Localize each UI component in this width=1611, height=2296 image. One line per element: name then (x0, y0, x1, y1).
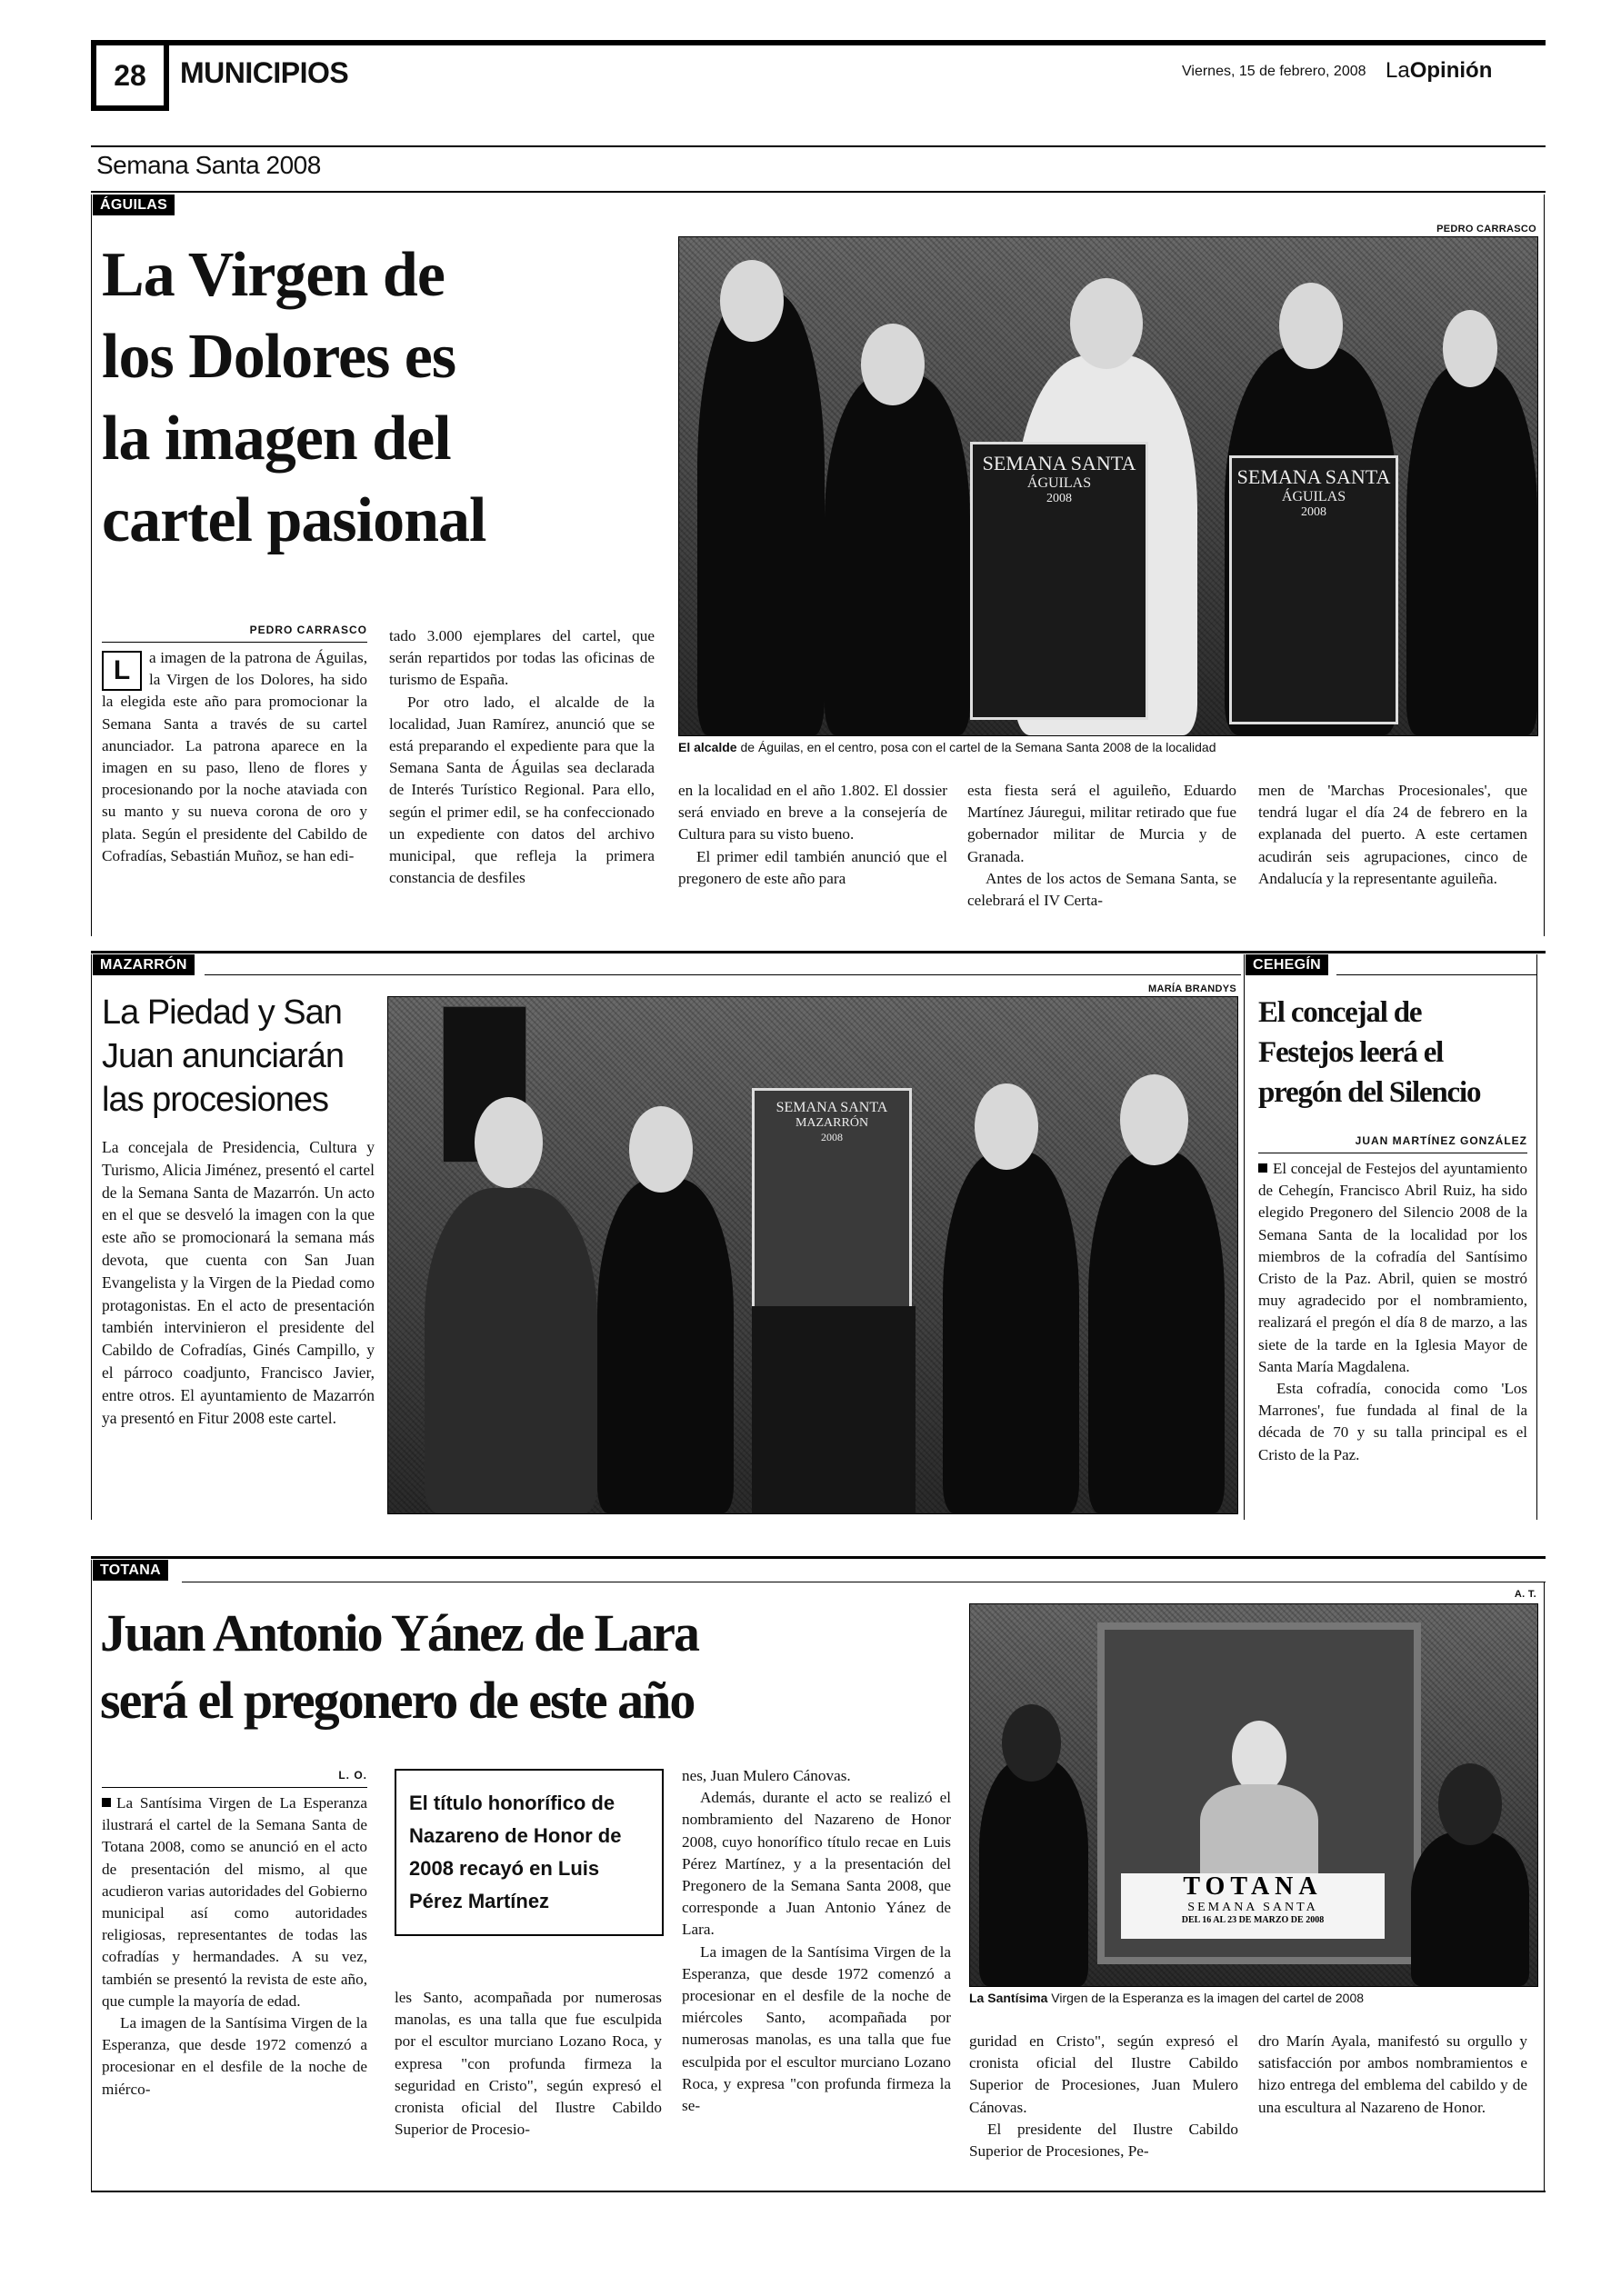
paragraph: en la localidad en el año 1.802. El dossier será enviado en breve a la consejería de Cultura para su visto bueno. (678, 782, 947, 844)
headline-totana (100, 1600, 973, 1734)
headline-line: Juan Antonio Yánez de Lara (100, 1603, 699, 1662)
paragraph: Por otro lado, el alcalde de la localidad, Juan Ramírez, anunció que se está preparando el expediente para que la Semana Santa de Águilas sea declarada de Interés Turístico Regional. Para ello, según el primer edil, se ha confeccionado un expediente con datos del archivo municipal, que refleja la primera constancia de desfiles (389, 693, 655, 887)
person-head (475, 1097, 543, 1188)
article-column (969, 2031, 1238, 2162)
logo-prefix: La (1386, 58, 1410, 83)
article-column (389, 625, 655, 889)
headline-line: El concejal de (1258, 996, 1422, 1029)
byline-text: L. O. (102, 1769, 367, 1788)
person-figure (1088, 1152, 1225, 1513)
section-tag-mazarron: MAZARRÓN (93, 954, 195, 975)
headline-line: La Piedad y San (102, 993, 342, 1032)
person-head (861, 324, 925, 405)
headline-line: la imagen del (102, 404, 451, 474)
person-figure (425, 1188, 597, 1513)
special-section-title: Semana Santa 2008 (96, 151, 321, 179)
headline-line: cartel pasional (102, 485, 486, 555)
headline-line: Juan anunciarán (102, 1037, 344, 1075)
person-figure (597, 1179, 734, 1513)
drop-cap: L (102, 651, 142, 691)
person-head (629, 1106, 693, 1193)
person-head (1443, 310, 1497, 387)
person-head (1279, 283, 1343, 369)
person-head (1002, 1704, 1061, 1782)
rule-divider (205, 974, 1241, 975)
poster-year: 2008 (821, 1131, 843, 1143)
rule-divider (1336, 974, 1536, 975)
byline-text: PEDRO CARRASCO (102, 624, 367, 643)
column-rule (91, 954, 92, 1520)
article-column (967, 780, 1236, 912)
poster-image (1097, 1622, 1421, 1964)
paragraph: les Santo, acompañada por numerosas manolas, es una talla que fue esculpida por el escultor murciano Lozano Roca, y expresa "con profunda firmeza la seguridad en Cristo", según expresó el cronista oficial del Ilustre Cabildo Superior de Procesio- (395, 1989, 662, 2139)
table-drape (752, 1306, 916, 1513)
paragraph: La Santísima Virgen de La Esperanza ilustrará el cartel de la Semana Santa de Totana 2008, como se anunció en el acto de presentación del mismo, al que acudieron varias autoridades del Gobierno municipal así como autoridades religiosas, representantes de todas las cofradías y hermandades. A su vez, también se presentó la revista de este año, que cumple la mayoría de edad. (102, 1794, 367, 2010)
photo-mazarron-poster-presentation (387, 996, 1238, 1514)
byline-totana (102, 1769, 367, 1788)
virgin-figure-head (1232, 1721, 1286, 1793)
logo-name: Opinión (1409, 58, 1493, 83)
column-rule (1244, 954, 1245, 1520)
caption-text: de Águilas, en el centro, posa con el cartel de la Semana Santa 2008 de la localidad (736, 740, 1216, 754)
paragraph: Esta cofradía, conocida como 'Los Marrones', fue fundada al final de la década de 70 y su talla principal es el Cristo de la Paz. (1258, 1380, 1527, 1463)
article-column (102, 1136, 375, 1429)
person-head (720, 260, 784, 342)
poster-title: SEMANA SANTA (982, 452, 1136, 474)
newspaper-logo (1386, 58, 1492, 84)
article-column (1258, 780, 1527, 890)
poster-image (752, 1088, 912, 1312)
caption-text: Virgen de la Esperanza es la imagen del cartel de 2008 (1047, 1991, 1365, 2005)
poster-dates: DEL 16 AL 23 DE MARZO DE 2008 (1181, 1915, 1325, 1925)
paragraph: El primer edil también anunció que el pregonero de este año para (678, 847, 947, 887)
masthead-top-rule (91, 40, 1546, 45)
paragraph: Además, durante el acto se realizó el nombramiento del Nazareno de Honor 2008, cuyo honorífico título recae en Luis Pérez Martínez, y a la presentación del Pregonero de la Semana Santa 2008, que corresponde a Juan Antonio Yánez de Lara. (682, 1789, 951, 1939)
person-head (1438, 1763, 1502, 1845)
page-bottom-rule (91, 2191, 1546, 2192)
article-column (1258, 1158, 1527, 1466)
column-rule (91, 195, 92, 936)
caption-lead: El alcalde (678, 740, 737, 754)
paragraph: a imagen de la patrona de Águilas, la Virgen de los Dolores, ha sido la elegida este año para promocionar la Semana Santa a través de su cartel anunciador. La patrona aparece en la imagen en su paso, lleno de flores y procesionando por la noche ataviada con su manto y su nueva corona de oro y plata. Según el presidente del Cabildo de Cofradías, Sebastián Muñoz, se han edi- (102, 649, 367, 864)
photo-credit: MARÍA BRANDYS (1148, 983, 1236, 994)
person-figure (1406, 364, 1537, 735)
byline-aguilas (102, 624, 367, 643)
headline-aguilas (102, 235, 665, 562)
article-column (395, 1987, 662, 2141)
page-number-text: 28 (114, 58, 146, 92)
paragraph: La concejala de Presidencia, Cultura y Turismo, Alicia Jiménez, presentó el cartel de la Semana Santa de Mazarrón. Un acto en el que se desveló la imagen con la que este año se promocionará la semana más devota, que cuenta con San Juan Evangelista y la Virgen de la Piedad como protagonistas. En el acto de presentación también intervinieron el presidente del Cabildo de Cofradías, Ginés Campillo, y el párroco coadjunto, Francisco Javier, entre otros. El ayuntamiento de Mazarrón ya presentó en Fitur 2008 este cartel. (102, 1138, 375, 1427)
byline-text: JUAN MARTÍNEZ GONZÁLEZ (1258, 1134, 1527, 1153)
person-figure (1411, 1832, 1529, 1986)
headline-line: las procesiones (102, 1081, 329, 1119)
article-column (1258, 2031, 1527, 2119)
headline-mazarron (102, 991, 375, 1122)
paragraph: esta fiesta será el aguileño, Eduardo Martínez Jáuregui, militar retirado que fue gobernador militar de Murcia y de Granada. (967, 782, 1236, 865)
issue-date: Viernes, 15 de febrero, 2008 (1182, 64, 1366, 79)
photo-credit: A. T. (1514, 1589, 1536, 1600)
page-number (91, 45, 169, 111)
person-figure (979, 1759, 1088, 1986)
paragraph: La imagen de la Santísima Virgen de la Esperanza, que desde 1972 comenzó a procesionar en el desfile de la noche de miércoles Santo, acompañada por numerosas manolas, es una talla que fue esculpida por el escultor murciano Lozano Roca, y expresa "con profunda firmeza la se- (682, 1942, 951, 2115)
pull-quote: El título honorífico de Nazareno de Honor de 2008 recayó en Luis Pérez Martínez (395, 1769, 664, 1936)
person-head (1070, 278, 1143, 369)
poster-year: 2008 (1046, 492, 1072, 505)
rule-divider (91, 951, 1546, 953)
person-figure (943, 1152, 1079, 1513)
column-rule (1536, 954, 1537, 1520)
section-tag-totana: TOTANA (93, 1560, 168, 1581)
paragraph: La imagen de la Santísima Virgen de la Esperanza, que desde 1972 comenzó a procesionar en el desfile de la noche de miérco- (102, 2014, 367, 2098)
paragraph: nes, Juan Mulero Cánovas. (682, 1767, 851, 1784)
poster-title: SEMANA SANTA (1236, 465, 1391, 488)
poster-image (970, 442, 1148, 720)
paragraph: Antes de los actos de Semana Santa, se celebrará el IV Certa- (967, 869, 1236, 910)
rule-divider (91, 145, 1546, 147)
poster-place: MAZARRÓN (795, 1116, 869, 1130)
article-column (102, 647, 367, 867)
section-title: MUNICIPIOS (180, 56, 349, 89)
poster-place: ÁGUILAS (1281, 489, 1346, 504)
column-rule (1544, 195, 1545, 936)
headline-line: los Dolores es (102, 322, 456, 392)
caption-lead: La Santísima (969, 1991, 1048, 2005)
rule-divider (91, 1556, 1546, 1559)
person-figure (825, 374, 970, 735)
paragraph: El presidente del Ilustre Cabildo Superior de Procesiones, Pe- (969, 2120, 1238, 2161)
column-rule (1544, 1582, 1545, 2191)
section-tag-aguilas: ÁGUILAS (93, 195, 175, 215)
paragraph: El concejal de Festejos del ayuntamiento de Cehegín, Francisco Abril Ruiz, ha sido elegido Pregonero del Silencio 2008 de la Semana Santa de la localidad por los miembros de la cofradía del Santísimo Cristo de la Paz. Abril, quien se mostró muy agradecido por el nombramiento, realizará el pregón el día 8 de marzo, a las siete de la tarde en la Iglesia Mayor de Santa María Magdalena. (1258, 1160, 1527, 1375)
section-tag-cehegin: CEHEGÍN (1246, 954, 1328, 975)
person-head (1120, 1074, 1188, 1165)
photo-credit: PEDRO CARRASCO (1436, 224, 1536, 235)
paragraph: men de 'Marchas Procesionales', que tendrá lugar el día 24 de febrero en la explanada del puerto. A este certamen acudirán seis agrupaciones, cinco de Andalucía y la representante aguileña. (1258, 782, 1527, 887)
headline-line: pregón del Silencio (1258, 1076, 1481, 1109)
photo-caption-totana (969, 1991, 1536, 2005)
person-figure (697, 292, 825, 735)
column-rule (91, 1560, 92, 2191)
photo-aguilas-poster-presentation (678, 236, 1538, 736)
poster-place: ÁGUILAS (1026, 475, 1092, 491)
paragraph: guridad en Cristo", según expresó el cronista oficial del Ilustre Cabildo Superior de Procesiones, Juan Mulero Cánovas. (969, 2032, 1238, 2116)
bullet-square-icon (102, 1798, 111, 1807)
headline-line: Festejos leerá el (1258, 1036, 1444, 1069)
paragraph: tado 3.000 ejemplares del cartel, que serán repartidos por todas las oficinas de turismo de España. (389, 627, 655, 689)
person-head (975, 1083, 1038, 1170)
paragraph: dro Marín Ayala, manifestó su orgullo y satisfacción por ambos nombramientos e hizo entrega del emblema del cabildo y de una escultura al Nazareno de Honor. (1258, 2032, 1527, 2116)
poster-title: SEMANA SANTA (775, 1100, 888, 1115)
article-column (102, 1792, 367, 2101)
poster-image (1229, 455, 1398, 724)
article-column (682, 1765, 951, 2117)
headline-line: La Virgen de (102, 240, 445, 310)
headline-line: será el pregonero de este año (100, 1671, 695, 1730)
article-column (678, 780, 947, 890)
poster-subtitle: SEMANA SANTA (1187, 1901, 1318, 1914)
headline-cehegin (1258, 993, 1531, 1113)
photo-caption-aguilas (678, 740, 1536, 754)
virgin-figure-mantle (1200, 1784, 1318, 1875)
photo-totana-poster (969, 1603, 1538, 1987)
poster-title: TOTANA (1183, 1872, 1323, 1901)
bullet-square-icon (1258, 1163, 1267, 1173)
poster-title-block (1121, 1873, 1385, 1939)
poster-year: 2008 (1301, 505, 1326, 519)
rule-divider (91, 191, 1546, 193)
byline-cehegin (1258, 1134, 1527, 1153)
